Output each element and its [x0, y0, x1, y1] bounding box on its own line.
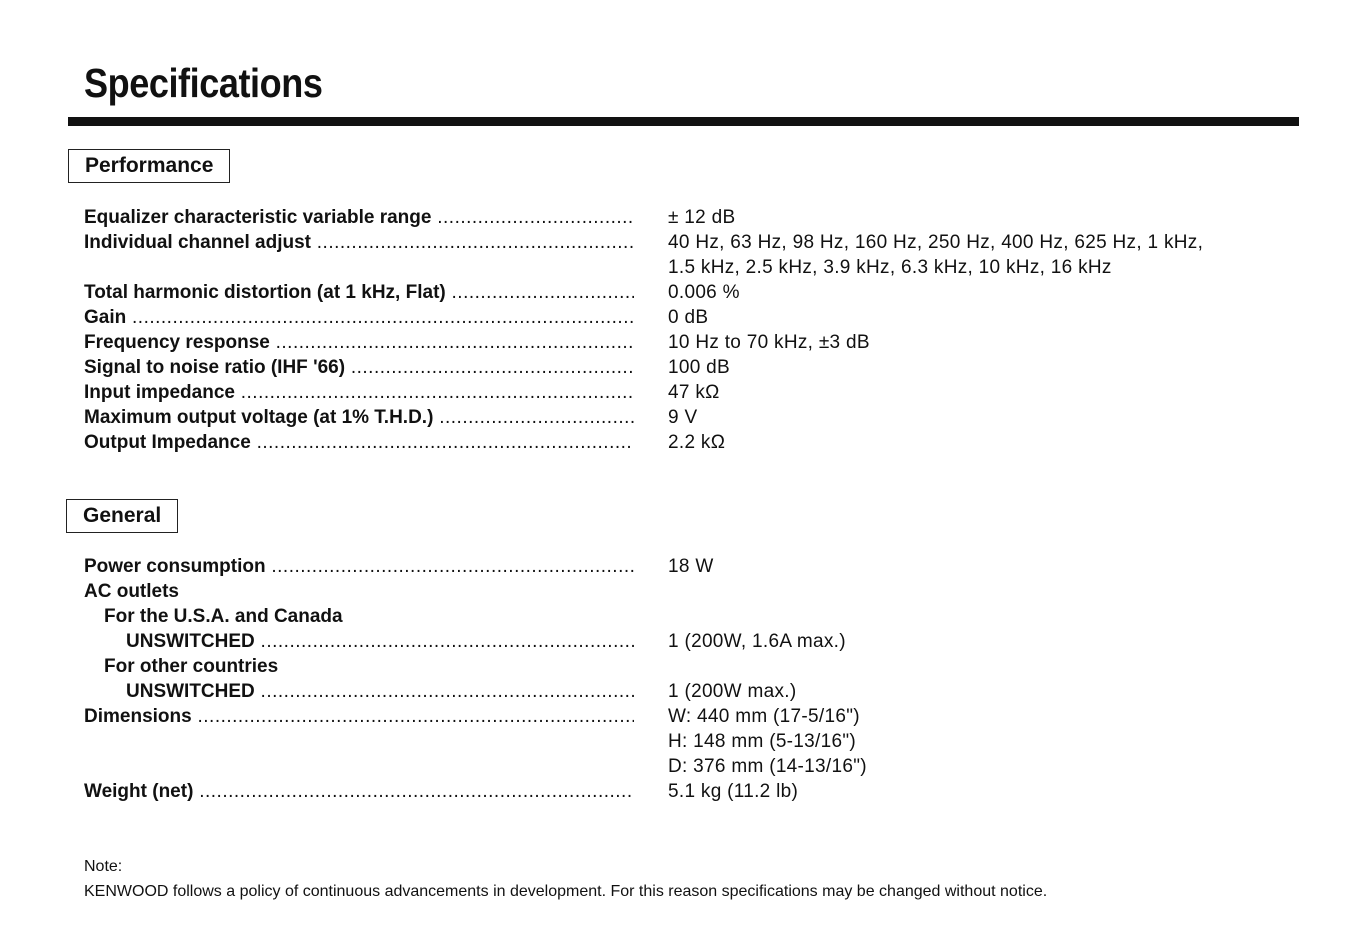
spec-value: 1 (200W max.): [668, 681, 797, 702]
spec-group-heading: [84, 579, 1304, 604]
spec-row: [84, 405, 1304, 430]
spec-value: 100 dB: [668, 357, 731, 378]
spec-row-continuation: [84, 754, 1304, 779]
spec-row: [84, 330, 1304, 355]
spec-label: Weight (net) .....: [84, 779, 634, 804]
page-title: Specifications: [84, 60, 323, 106]
spec-label: Output Impedance .....: [84, 430, 634, 455]
spec-label: AC outlets: [84, 581, 179, 602]
spec-value: 9 V: [668, 407, 698, 428]
spec-row: [84, 629, 1304, 654]
note-text: KENWOOD follows a policy of continuous advancements in development. For this reason specifications may be changed without notice.: [84, 883, 1048, 900]
spec-value: H: 148 mm (5-13/16"): [668, 731, 857, 752]
spec-value: 5.1 kg (11.2 lb): [668, 781, 799, 802]
spec-label: Equalizer characteristic variable range .....: [84, 205, 634, 230]
spec-value: 40 Hz, 63 Hz, 98 Hz, 160 Hz, 250 Hz, 400 Hz, 625 Hz, 1 kHz,: [668, 232, 1204, 253]
spec-label: Frequency response .....: [84, 330, 634, 355]
spec-row: [84, 305, 1304, 330]
spec-row: [84, 205, 1304, 230]
note-heading: Note:: [84, 858, 123, 875]
performance-heading: Performance: [68, 149, 230, 183]
general-heading: General: [66, 499, 178, 533]
spec-value: 0.006 %: [668, 282, 740, 303]
spec-value: 1.5 kHz, 2.5 kHz, 3.9 kHz, 6.3 kHz, 10 kHz, 16 kHz: [668, 257, 1112, 278]
spec-value: 0 dB: [668, 307, 709, 328]
spec-row-continuation: [84, 729, 1304, 754]
spec-value: 10 Hz to 70 kHz, ±3 dB: [668, 332, 870, 353]
spec-row: [84, 679, 1304, 704]
general-spec-list: [84, 554, 1304, 804]
spec-label: Power consumption .....: [84, 554, 634, 579]
spec-subgroup-heading: [84, 604, 1304, 629]
spec-value: 2.2 kΩ: [668, 432, 726, 453]
spec-row: [84, 704, 1304, 729]
spec-label: UNSWITCHED .....: [84, 679, 634, 704]
spec-row: [84, 430, 1304, 455]
spec-label: For other countries: [104, 656, 279, 677]
spec-row: [84, 280, 1304, 305]
spec-label: Maximum output voltage (at 1% T.H.D.) .....: [84, 405, 634, 430]
spec-subgroup-heading: [84, 654, 1304, 679]
spec-row-continuation: [84, 255, 1304, 280]
spec-value: D: 376 mm (14-13/16"): [668, 756, 867, 777]
spec-value: ± 12 dB: [668, 207, 736, 228]
spec-label: UNSWITCHED .....: [84, 629, 634, 654]
title-rule: [68, 117, 1299, 126]
spec-value: 1 (200W, 1.6A max.): [668, 631, 846, 652]
spec-label: Dimensions .....: [84, 704, 634, 729]
spec-row: [84, 380, 1304, 405]
spec-value: 18 W: [668, 556, 714, 577]
spec-label: Signal to noise ratio (IHF '66) .....: [84, 355, 634, 380]
spec-label: Gain .....: [84, 305, 634, 330]
spec-label: Individual channel adjust .....: [84, 230, 634, 255]
spec-label: For the U.S.A. and Canada: [104, 606, 343, 627]
spec-value: 47 kΩ: [668, 382, 720, 403]
spec-row: [84, 554, 1304, 579]
spec-label: Input impedance .....: [84, 380, 634, 405]
spec-row: [84, 779, 1304, 804]
spec-row: [84, 355, 1304, 380]
performance-spec-list: [84, 205, 1304, 455]
spec-label: Total harmonic distortion (at 1 kHz, Flat) .....: [84, 280, 634, 305]
spec-row: [84, 230, 1304, 255]
spec-value: W: 440 mm (17-5/16"): [668, 706, 860, 727]
